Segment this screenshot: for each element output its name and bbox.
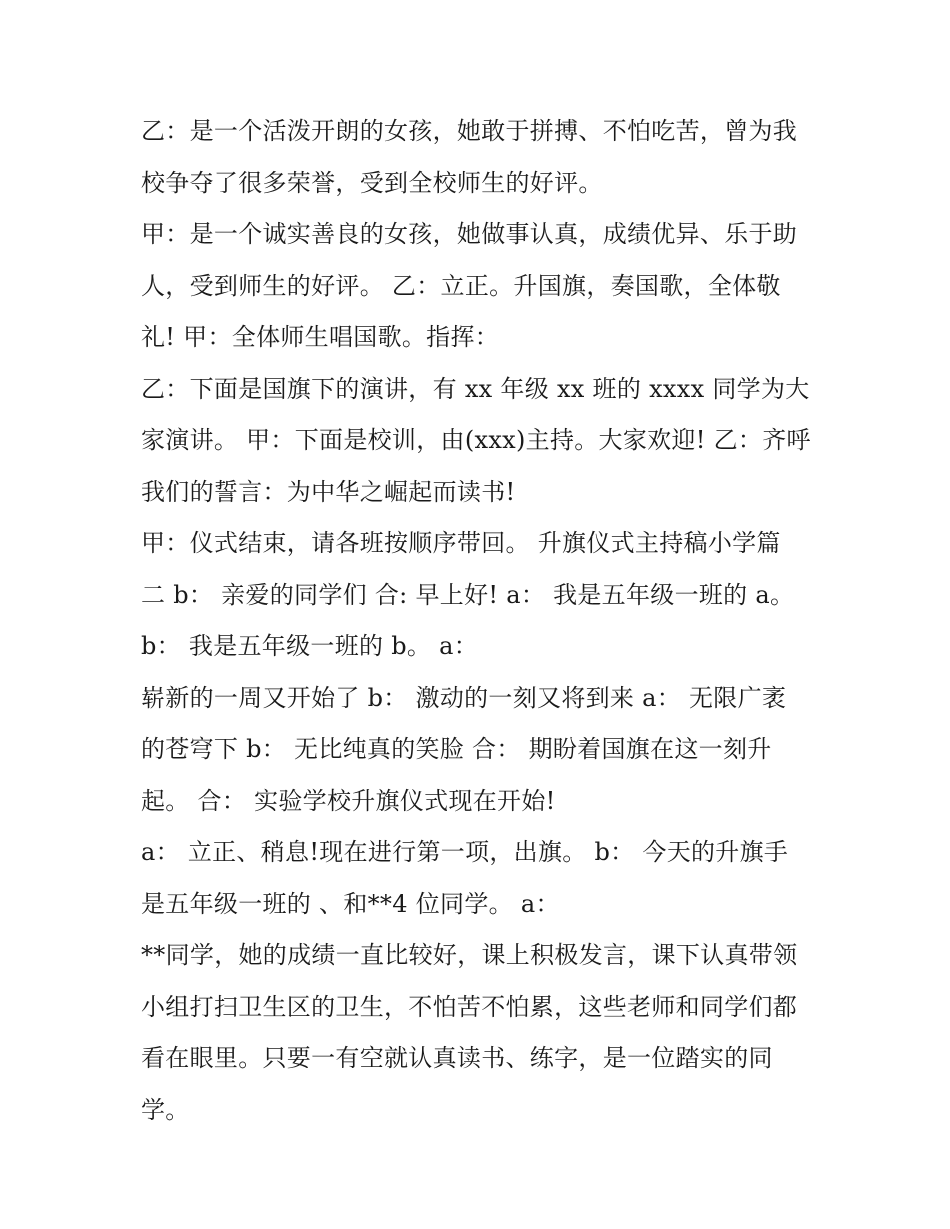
text-line: 我们的誓言：为中华之崛起而读书!: [141, 477, 516, 506]
text-line: 乙：下面是国旗下的演讲，有 xx 年级 xx 班的 xxxx 同学为大: [141, 374, 810, 403]
text-line: 崭新的一周又开始了 b： 激动的一刻又将到来 a： 无限广袤: [141, 683, 787, 712]
text-line: 二 b： 亲爱的同学们 合: 早上好! a： 我是五年级一班的 a。: [141, 580, 795, 609]
text-line: 起。 合： 实验学校升旗仪式现在开始!: [141, 786, 556, 815]
text-line: b： 我是五年级一班的 b。 a：: [141, 632, 479, 660]
text-line: 的苍穹下 b： 无比纯真的笑脸 合： 期盼着国旗在这一刻升: [141, 735, 772, 763]
text-line: 校争夺了很多荣誉，受到全校师生的好评。: [141, 168, 603, 197]
text-line: 甲：仪式结束，请各班按顺序带回。 升旗仪式主持稿小学篇: [141, 529, 781, 557]
text-line: 学。: [141, 1095, 190, 1124]
text-line: 小组打扫卫生区的卫生，不怕苦不怕累，这些老师和同学们都: [141, 992, 798, 1021]
text-line: 是五年级一班的 、和**4 位同学。 a：: [141, 889, 560, 918]
text-line: a： 立正、稍息!现在进行第一项，出旗。 b： 今天的升旗手: [141, 838, 789, 866]
text-line: 家演讲。 甲：下面是校训，由(xxx)主持。大家欢迎! 乙：齐呼: [141, 426, 811, 454]
text-line: 人，受到师生的好评。 乙：立正。升国旗，奏国歌，全体敬: [141, 271, 781, 300]
text-line: 礼! 甲：全体师生唱国歌。指挥：: [141, 323, 500, 351]
text-line: 看在眼里。只要一有空就认真读书、练字，是一位踏实的同: [141, 1044, 773, 1072]
text-line: 甲：是一个诚实善良的女孩，她做事认真，成绩优异、乐于助: [141, 220, 798, 248]
text-line: 乙：是一个活泼开朗的女孩，她敢于拼搏、不怕吃苦，曾为我: [141, 117, 798, 145]
document-body: [141, 106, 821, 1136]
text-line: **同学，她的成绩一直比较好，课上积极发言，课下认真带领: [141, 941, 798, 969]
